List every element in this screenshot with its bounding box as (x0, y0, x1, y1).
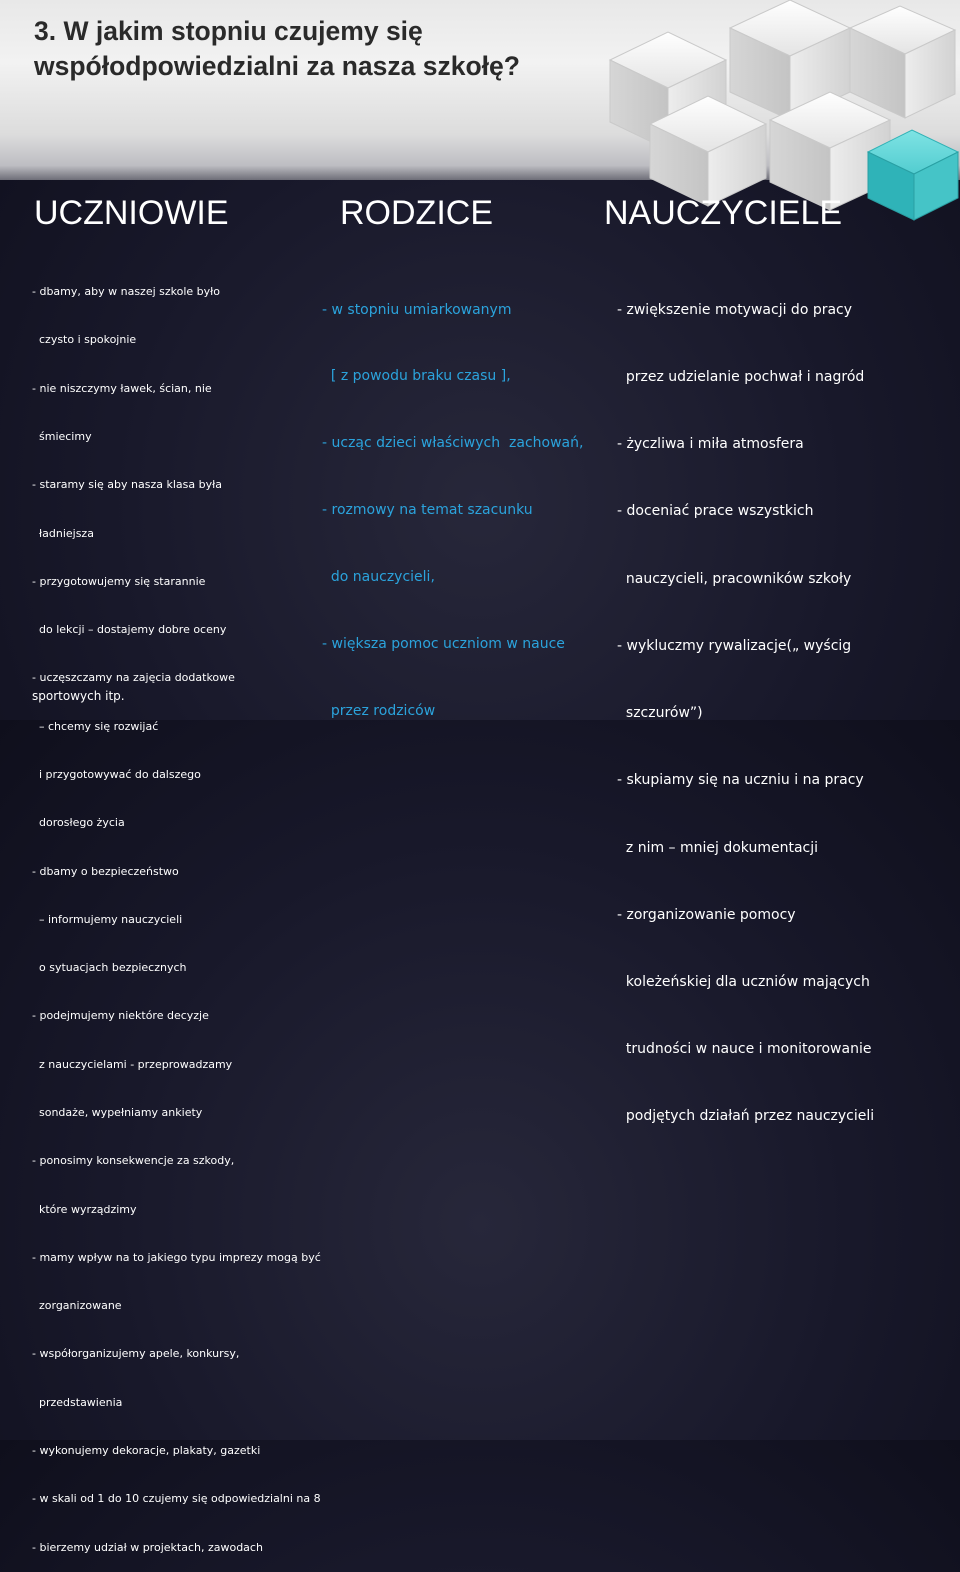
teachers-line: przez udzielanie pochwał i nagród (617, 369, 865, 386)
students-list (32, 252, 321, 1572)
parents-line: - większa pomoc uczniom w nauce (322, 636, 565, 653)
parents-list (322, 254, 583, 745)
teachers-line: - zwiększenie motywacji do pracy (617, 301, 853, 318)
students-line: - podejmujemy niektóre decyzje (32, 1009, 209, 1023)
students-line: przedstawienia (32, 1395, 123, 1409)
parents-line: - rozmowy na temat szacunku (322, 502, 533, 519)
students-line: sondaże, wypełniamy ankiety (32, 1105, 203, 1119)
teachers-line: koleżeńskiej dla uczniów mających (617, 974, 870, 990)
students-last-line: sportowych itp. (32, 689, 125, 703)
teachers-line: - skupiamy się na uczniu i na pracy (617, 772, 864, 789)
students-line: - wykonujemy dekoracje, plakaty, gazetki (32, 1443, 261, 1457)
students-line: z nauczycielami - przeprowadzamy (32, 1057, 233, 1071)
students-line: – informujemy nauczycieli (32, 912, 183, 926)
students-line: które wyrządzimy (32, 1202, 137, 1216)
parents-line: przez rodziców (322, 702, 436, 719)
students-line: - uczęszczamy na zajęcia dodatkowe (32, 671, 235, 685)
students-line: do lekcji – dostajemy dobre oceny (32, 623, 227, 637)
students-line: - przygotowujemy się starannie (32, 574, 206, 588)
students-line: śmiecimy (32, 430, 92, 444)
parents-line: - ucząc dzieci właściwych zachowań, (322, 435, 584, 452)
parents-line: do nauczycieli, (322, 569, 435, 586)
teachers-list (617, 254, 874, 1150)
title-line-2: współodpowiedzialni za nasza szkołę? (34, 51, 520, 81)
teachers-line: - zorganizowanie pomocy (617, 906, 796, 923)
teachers-line: - wykluczmy rywalizacje(„ wyścig (617, 637, 852, 654)
heading-nauczyciele: NAUCZYCIELE (604, 194, 843, 232)
students-line: dorosłego życia (32, 816, 125, 830)
parents-line: - w stopniu umiarkowanym (322, 301, 512, 318)
students-line: - bierzemy udział w projektach, zawodach (32, 1540, 263, 1554)
teachers-line: z nim – mniej dokumentacji (617, 839, 819, 856)
heading-rodzice: RODZICE (340, 194, 493, 232)
students-line: - dbamy o bezpieczeństwo (32, 864, 179, 878)
title-line-1: 3. W jakim stopniu czujemy się (34, 16, 423, 46)
students-line: - nie niszczymy ławek, ścian, nie (32, 381, 212, 395)
students-line: – chcemy się rozwijać (32, 719, 159, 733)
teachers-line: trudności w nauce i monitorowanie (617, 1041, 872, 1058)
students-line: czysto i spokojnie (32, 333, 137, 347)
teachers-line: - życzliwa i miła atmosfera (617, 436, 804, 453)
students-line: i przygotowywać do dalszego (32, 768, 201, 781)
teachers-line: - doceniać prace wszystkich (617, 503, 814, 520)
students-line: - staramy się aby nasza klasa była (32, 478, 222, 492)
students-line: - ponosimy konsekwencje za szkody, (32, 1154, 235, 1168)
students-line: ładniejsza (32, 526, 94, 540)
heading-uczniowie: UCZNIOWIE (34, 194, 229, 232)
teachers-line: nauczycieli, pracowników szkoły (617, 570, 852, 587)
students-line: zorganizowane (32, 1299, 122, 1313)
students-line: - w skali od 1 do 10 czujemy się odpowiedzialni na 8 (32, 1492, 321, 1506)
students-line: o sytuacjach bezpiecznych (32, 961, 187, 975)
teachers-line: podjętych działań przez nauczycieli (617, 1108, 875, 1125)
parents-line: [ z powodu braku czasu ], (322, 368, 511, 385)
students-line: - współorganizujemy apele, konkursy, (32, 1347, 240, 1361)
slide-title (34, 14, 654, 84)
teachers-line: szczurów”) (617, 705, 703, 722)
students-line: - mamy wpływ na to jakiego typu imprezy mogą być (32, 1250, 321, 1264)
students-line: - dbamy, aby w naszej szkole było (32, 285, 221, 299)
cube-back-right (850, 6, 955, 118)
